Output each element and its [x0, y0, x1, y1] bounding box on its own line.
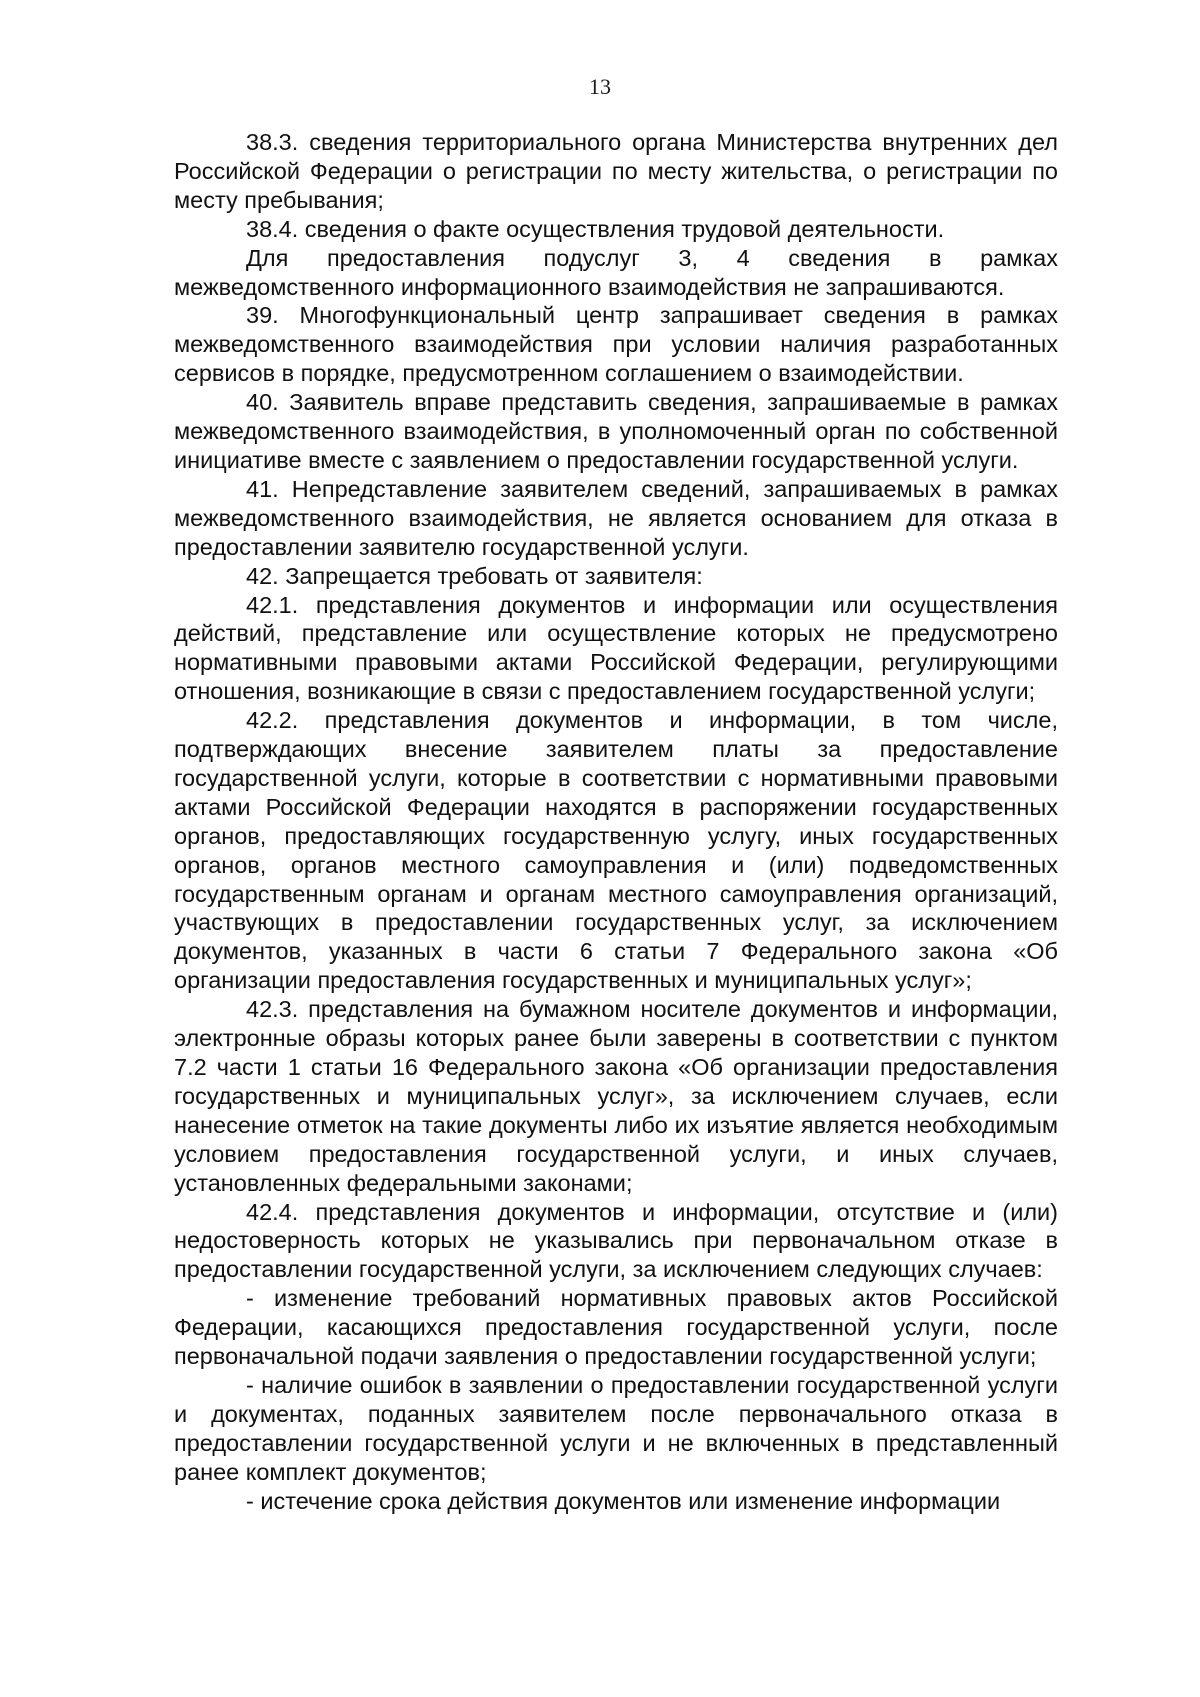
paragraph-42-1: 42.1. представления документов и информации или осуществления действий, представление или осуществление которых не предусмотрено нормативными правовыми актами Российской Федерации, регулирующими отношения, возникающие в связи с предоставлением государственной услуги; — [174, 591, 1065, 705]
document-body — [174, 128, 1065, 1516]
paragraph-41: 41. Непредставление заявителем сведений, запрашиваемых в рамках межведомственного взаимодействия, не является основанием для отказа в предоставлении заявителю государственной услуги. — [174, 475, 1065, 560]
paragraph-42-4: 42.4. представления документов и информации, отсутствие и (или) недостоверность которых не указывались при первоначальном отказе в предоставлении государственной услуги, за исключением следующих случаев: — [174, 1198, 1065, 1283]
paragraph-38-3: 38.3. сведения территориального органа Министерства внутренних дел Российской Федерации о регистрации по месту жительства, о регистрации по месту пребывания; — [174, 129, 1065, 213]
paragraph-42-3: 42.3. представления на бумажном носителе документов и информации, электронные образы которых ранее были заверены в соответствии с пунктом 7.2 части 1 статьи 16 Федерального закона «Об организации предоставления государственных и муниципальных услуг», за исключением случаев, если нанесение отметок на такие документы либо их изъятие является необходимым условием предоставления государственной услуги, и иных случаев, установленных федеральными законами; — [174, 996, 1065, 1196]
list-item-document-expiry: - истечение срока действия документов или изменение информации — [246, 1487, 1001, 1514]
page-number: 13 — [589, 74, 611, 99]
paragraph-42-2: 42.2. представления документов и информации, в том числе, подтверждающих внесение заявителем платы за предоставление государственной услуги, которые в соответствии с нормативными правовыми актами Российской Федерации находятся в распоряжении государственных органов, предоставляющих государственную услугу, иных государственных органов, органов местного самоуправления и (или) подведомственных государственным органам и органам местного самоуправления организаций, участвующих в предоставлении государственных услуг, за исключением документов, указанных в части 6 статьи 7 Федерального закона «Об организации предоставления государственных и муниципальных услуг»; — [174, 707, 1065, 994]
paragraph-40: 40. Заявитель вправе представить сведения, запрашиваемые в рамках межведомственного взаимодействия, в уполномоченный орган по собственной инициативе вместе с заявлением о предоставлении государственной услуги. — [174, 389, 1065, 473]
list-item-application-errors: - наличие ошибок в заявлении о предоставлении государственной услуги и документах, поданных заявителем после первоначального отказа в предоставлении государственной услуги и не включенных в представленный ранее комплект документов; — [174, 1371, 1065, 1485]
paragraph-39: 39. Многофункциональный центр запрашивает сведения в рамках межведомственного взаимодействия при условии наличия разработанных сервисов в порядке, предусмотренном соглашением о взаимодействии. — [174, 302, 1065, 387]
paragraph-subservices-note: Для предоставления подуслуг 3, 4 сведения в рамках межведомственного информационного взаимодействия не запрашиваются. — [174, 244, 1065, 300]
paragraph-38-4: 38.4. сведения о факте осуществления трудовой деятельности. — [246, 215, 945, 242]
paragraph-42: 42. Запрещается требовать от заявителя: — [246, 562, 703, 589]
list-item-requirements-change: - изменение требований нормативных правовых актов Российской Федерации, касающихся предоставления государственной услуги, после первоначальной подачи заявления о предоставлении государственной услуги; — [174, 1285, 1065, 1370]
